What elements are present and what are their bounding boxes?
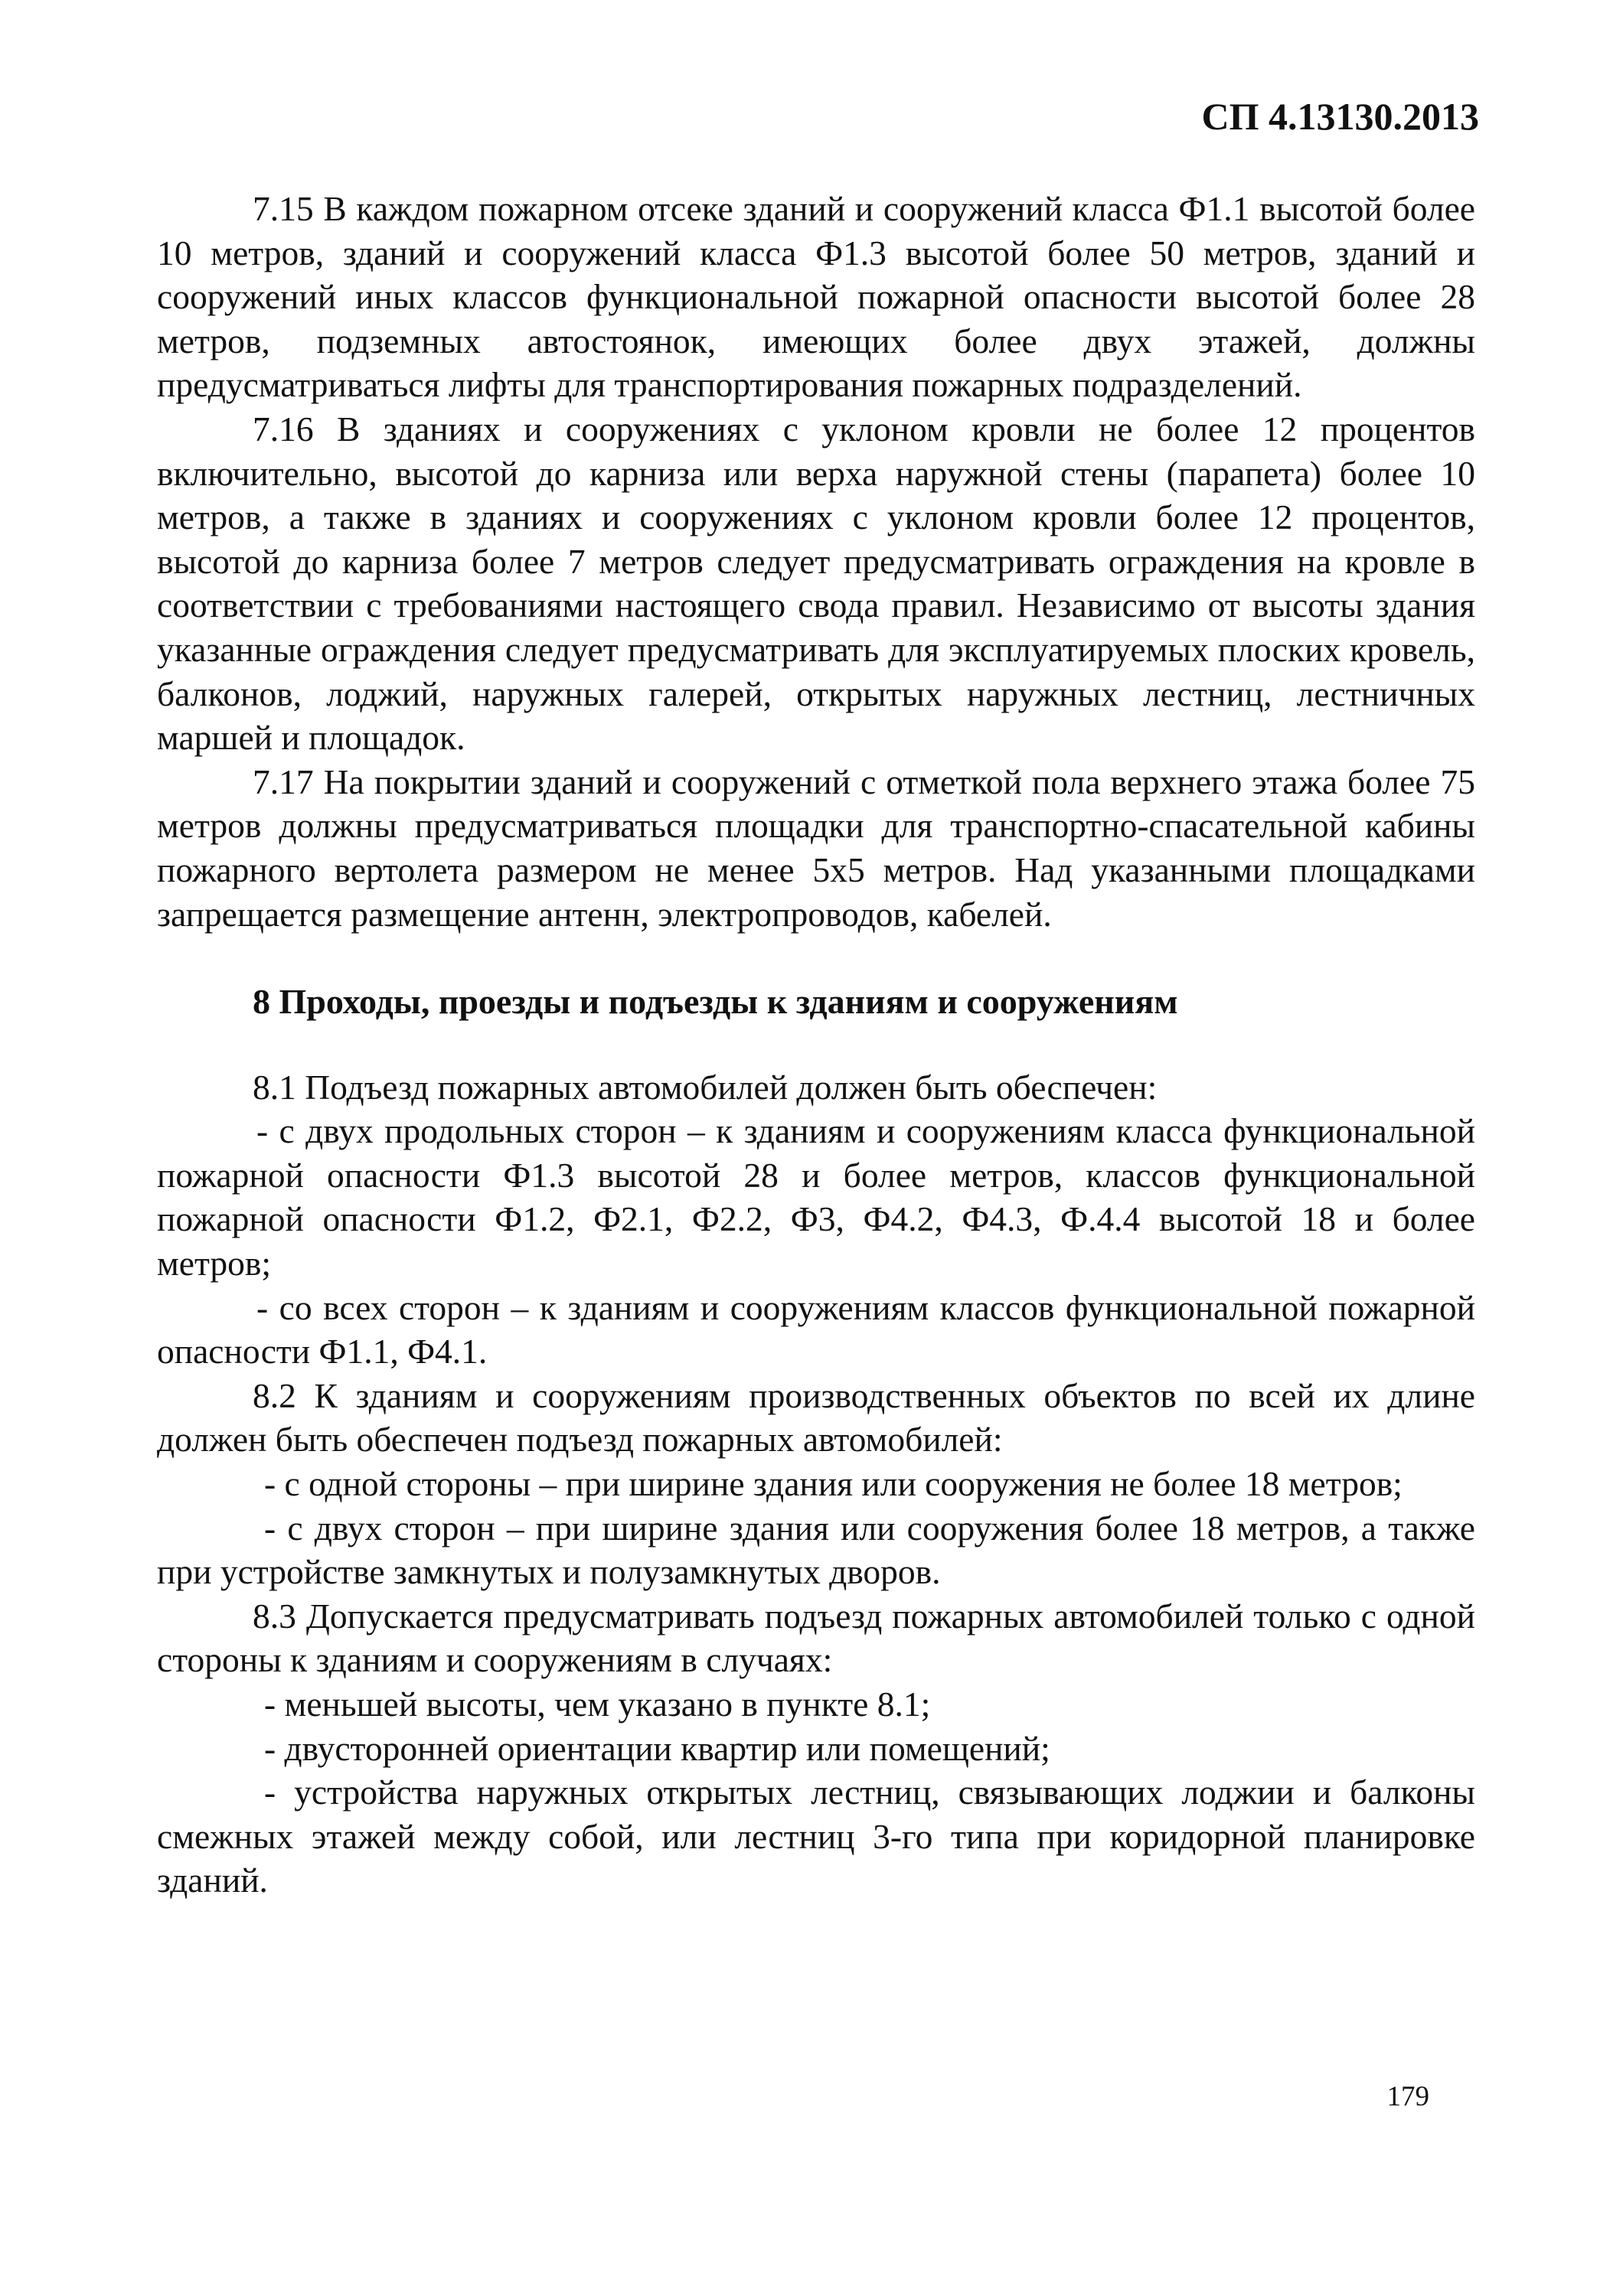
paragraph: 8.2 К зданиям и сооружениям производственных объектов по всей их длине должен быть обеспечен подъезд пожарных автомобилей: [157,1375,1475,1459]
paragraph: - с одной стороны – при ширине здания или сооружения не более 18 метров; [264,1464,1403,1504]
document-body [157,187,1475,1903]
clauses-section-8 [157,1065,1475,1903]
paragraph: 8.1 Подъезд пожарных автомобилей должен быть обеспечен: [253,1067,1158,1107]
paragraph: 8.3 Допускается предусматривать подъезд пожарных автомобилей только с одной стороны к зданиям и сооружениям в случаях: [157,1596,1475,1680]
paragraph: 7.17 На покрытии зданий и сооружений с отметкой пола верхнего этажа более 75 метров должны предусматриваться площадки для транспортно-спасательной кабины пожарного вертолета размером не менее 5х5 метров. Над указанными площадками запрещается размещение антенн, электропроводов, кабелей. [157,762,1475,934]
paragraph: 7.15 В каждом пожарном отсеке зданий и сооружений класса Ф1.1 высотой более 10 метров, зданий и сооружений класса Ф1.3 высотой более 50 метров, зданий и сооружений иных классов функциональной пожарной опасности высотой более 28 метров, подземных автостоянок, имеющих более двух этажей, должны предусматриваться лифты для транспортирования пожарных подразделений. [157,189,1475,405]
clauses-section-7 [157,187,1475,936]
paragraph: 7.16 В зданиях и сооружениях с уклоном кровли не более 12 процентов включительно, высотой до карниза или верха наружной стены (парапета) более 10 метров, а также в зданиях и сооружениях с уклоном кровли более 12 процентов, высотой до карниза более 7 метров следует предусматривать ограждения на кровле в соответствии с требованиями настоящего свода правил. Независимо от высоты здания указанные ограждения следует предусматривать для эксплуатируемых плоских кровель, балконов, лоджий, наружных галерей, открытых наружных лестниц, лестничных маршей и площадок. [157,409,1475,758]
paragraph: - с двух сторон – при ширине здания или сооружения более 18 метров, а также при устройстве замкнутых и полузамкнутых дворов. [157,1508,1475,1592]
paragraph: - устройства наружных открытых лестниц, связывающих лоджии и балконы смежных этажей между собой, или лестниц 3-го типа при коридорной планировке зданий. [157,1773,1475,1900]
paragraph: - со всех сторон – к зданиям и сооружениям классов функциональной пожарной опасности Ф1.1, Ф4.1. [157,1287,1475,1371]
section-heading: 8 Проходы, проезды и подъезды к зданиям и сооружениям [253,982,1178,1022]
paragraph: - с двух продольных сторон – к зданиям и сооружениям класса функциональной пожарной опасности Ф1.3 высотой 28 и более метров, классов функциональной пожарной опасности Ф1.2, Ф2.1, Ф2.2, Ф3, Ф4.2, Ф4.3, Ф.4.4 высотой 18 и более метров; [157,1111,1475,1283]
paragraph: - меньшей высоты, чем указано в пункте 8.1; [264,1684,931,1724]
document-code-header: СП 4.13130.2013 [1201,95,1479,138]
paragraph: - двусторонней ориентации квартир или помещений; [264,1728,1050,1768]
page-number: 179 [1386,2081,1429,2112]
